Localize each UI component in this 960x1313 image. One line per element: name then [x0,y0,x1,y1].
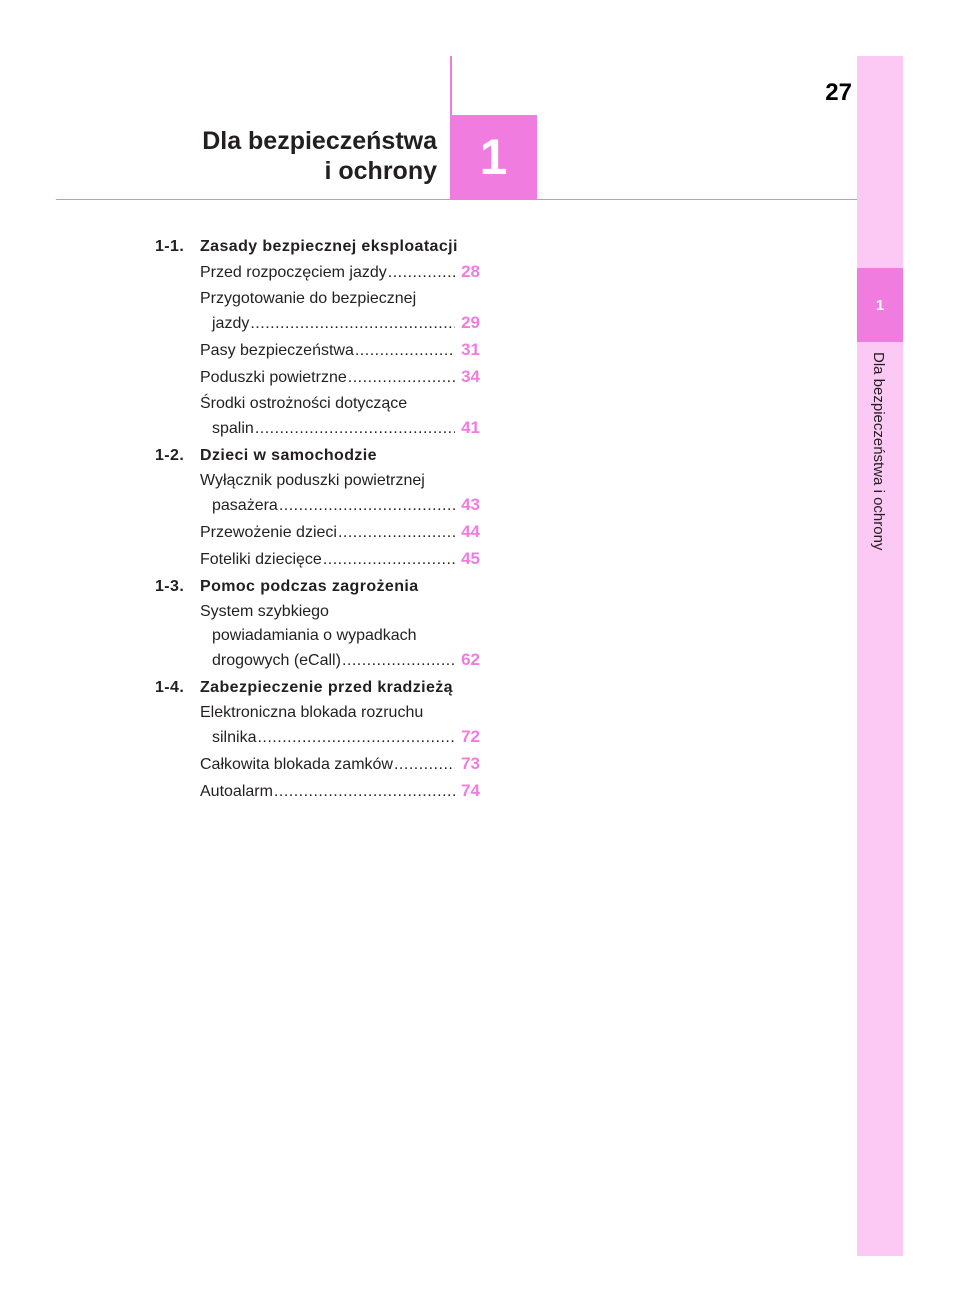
toc-page-number[interactable]: 72 [461,727,480,746]
toc-page-number[interactable]: 73 [461,754,480,773]
toc-entry-text: Wyłącznik poduszki powietrznej [200,472,425,489]
header-divider-horizontal [56,199,857,200]
toc-page-number[interactable]: 31 [461,340,480,359]
toc-entry-text: jazdy [212,315,250,332]
toc-entry-text: spalin [212,420,254,437]
toc-page-number[interactable]: 44 [461,522,480,541]
toc-section-heading[interactable] [155,443,480,469]
toc-dot-leader [394,753,455,777]
toc-entry[interactable] [200,701,480,750]
side-chapter-tab[interactable] [857,268,903,342]
toc-dot-leader [338,521,455,545]
toc-page-number[interactable]: 41 [461,418,480,437]
toc-entry-text: Autoalarm [200,783,273,800]
toc-dot-leader [388,261,455,285]
toc-entry-text: Elektroniczna blokada rozruchu [200,704,424,721]
toc-page-number[interactable]: 34 [461,367,480,386]
toc-entry[interactable] [200,752,480,777]
toc-dot-leader [355,339,455,363]
toc-entry-text: Przed rozpoczęciem jazdy [200,264,387,281]
toc-section-title: Zasady bezpiecznej eksploatacji [200,238,458,255]
toc-dot-leader [274,780,455,804]
toc-section-heading[interactable] [155,675,480,701]
toc-entry-text: Przewożenie dzieci [200,524,337,541]
toc-section-number: 1-3. [155,578,185,595]
toc-dot-leader [342,649,455,673]
toc-entry[interactable] [200,520,480,545]
toc-entry[interactable] [200,547,480,572]
toc-page-number[interactable]: 62 [461,650,480,669]
toc-entry-text: pasażera [212,497,278,514]
toc-page-number[interactable]: 74 [461,781,480,800]
toc-entry-text: System szybkiego [200,603,329,620]
toc-page-number[interactable]: 28 [461,262,480,281]
side-chapter-number: 1 [875,296,885,314]
toc-page-number[interactable]: 43 [461,495,480,514]
toc-entry-text: Całkowita blokada zamków [200,756,393,773]
toc-page-number[interactable]: 45 [461,549,480,568]
toc-entry-text: Poduszki powietrzne [200,369,347,386]
chapter-title-line2: i ochrony [324,157,437,185]
toc-dot-leader [257,726,455,750]
toc-entry-text: Środki ostrożności dotyczące [200,395,408,412]
toc-dot-leader [348,366,455,390]
toc-entry[interactable] [200,779,480,804]
toc-dot-leader [255,417,455,441]
toc-entry-text: drogowych (eCall) [212,652,341,669]
toc-section-heading[interactable] [155,234,480,260]
side-chapter-label: Dla bezpieczeństwa i ochrony [870,352,887,551]
toc-entry-text: silnika [212,729,257,746]
header-divider-vertical [450,56,452,116]
chapter-number: 1 [479,129,508,185]
toc-entry-text: powiadamiania o wypadkach [212,627,417,644]
toc-entry[interactable] [200,600,480,673]
side-thumb-strip [857,56,903,1256]
toc-dot-leader [323,548,455,572]
toc-entry-text: Foteliki dziecięce [200,551,322,568]
toc-section-title: Dzieci w samochodzie [200,447,377,464]
toc-section-title: Zabezpieczenie przed kradzieżą [200,679,453,696]
toc-entry[interactable] [200,260,480,285]
toc-dot-leader [250,312,455,336]
toc-page-number[interactable]: 29 [461,313,480,332]
toc-dot-leader [279,494,455,518]
toc-section-number: 1-2. [155,447,185,464]
chapter-title-line1: Dla bezpieczeństwa [202,127,437,155]
toc-entry-text: Przygotowanie do bezpiecznej [200,290,417,307]
chapter-number-box [450,115,537,199]
toc-entry[interactable] [200,392,480,441]
toc-entry-text: Pasy bezpieczeństwa [200,342,354,359]
page-number: 27 [825,79,852,106]
toc-entry[interactable] [200,338,480,363]
chapter-title [202,126,437,186]
toc-section-number: 1-1. [155,238,185,255]
toc-section-number: 1-4. [155,679,185,696]
toc-entry[interactable] [200,469,480,518]
toc-section-heading[interactable] [155,574,480,600]
toc-entry[interactable] [200,287,480,336]
toc-section-title: Pomoc podczas zagrożenia [200,578,419,595]
table-of-contents [155,234,480,806]
toc-entry[interactable] [200,365,480,390]
